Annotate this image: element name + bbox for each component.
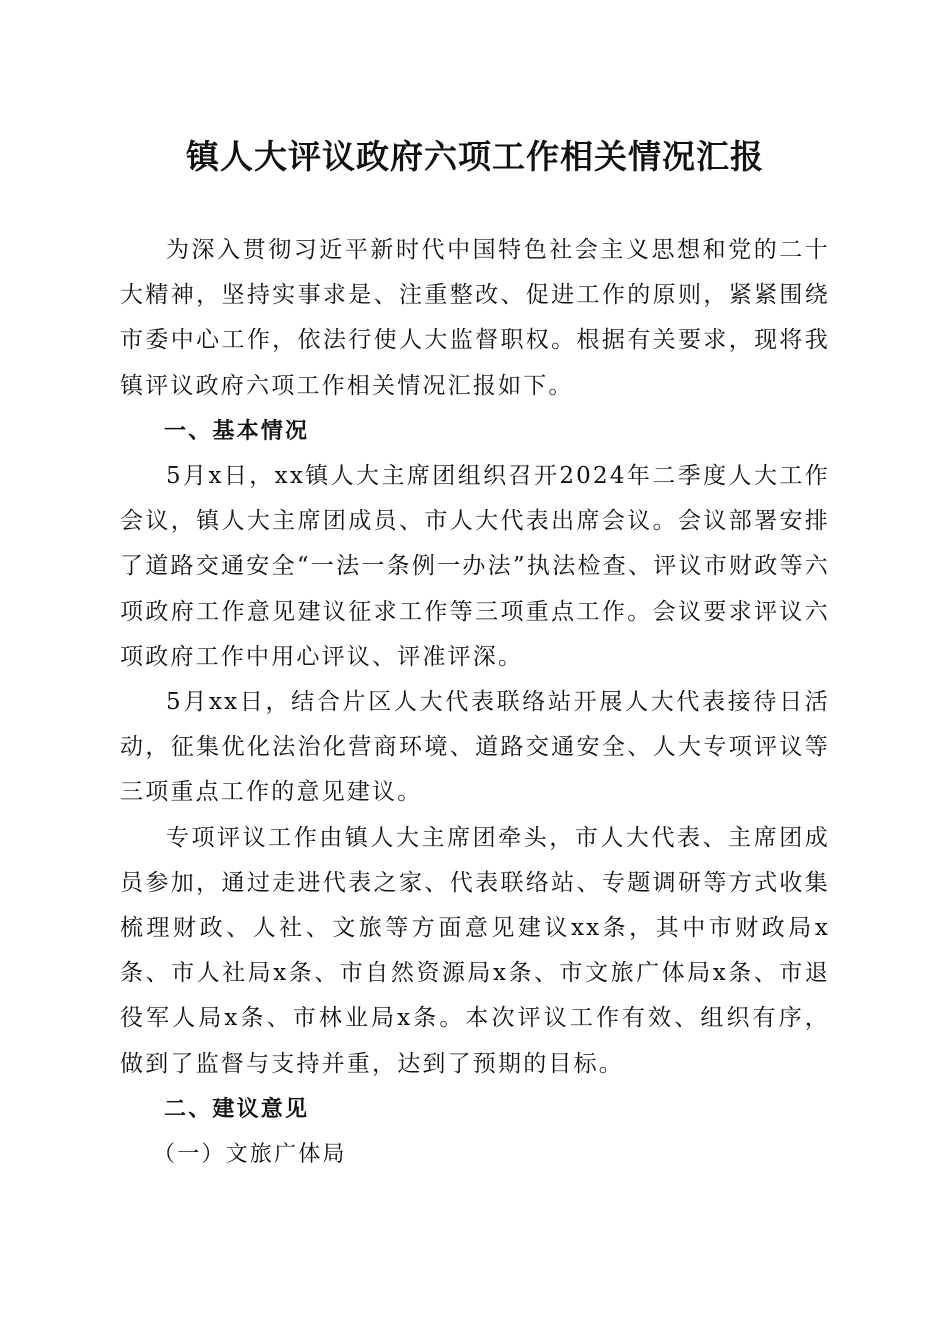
document-body: [120, 228, 830, 1177]
document-title: 镇人大评议政府六项工作相关情况汇报: [186, 137, 764, 176]
section-heading-suggestions: 二、建议意见: [164, 1096, 310, 1122]
paragraph-special-review: 专项评议工作由镇人大主席团牵头，市人大代表、主席团成员参加，通过走进代表之家、代表联络站、专题调研等方式收集梳理财政、人社、文旅等方面意见建议xx条，其中市财政局x条、市人社局x条、市自然资源局x条、市文旅广体局x条、市退役军人局x条、市林业局x条。本次评议工作有效、组织有序，做到了监督与支持并重，达到了预期的目标。: [120, 824, 830, 1077]
subsection-heading-culture-tourism: （一）文旅广体局: [153, 1142, 347, 1168]
paragraph-meeting: 5月x日，xx镇人大主席团组织召开2024年二季度人大工作会议，镇人大主席团成员、市人大代表出席会议。会议部署安排了道路交通安全“一法一条例一办法”执法检查、评议市财政等六项政府工作意见建议征求工作等三项重点工作。会议要求评议六项政府工作中用心评议、评准评深。: [120, 463, 830, 670]
paragraph-reception-day: 5月xx日，结合片区人大代表联络站开展人大代表接待日活动，征集优化法治化营商环境、道路交通安全、人大专项评议等三项重点工作的意见建议。: [120, 689, 830, 806]
section-heading-basic-situation: 一、基本情况: [164, 418, 310, 444]
intro-paragraph: 为深入贯彻习近平新时代中国特色社会主义思想和党的二十大精神，坚持实事求是、注重整改、促进工作的原则，紧紧围绕市委中心工作，依法行使人大监督职权。根据有关要求，现将我镇评议政府六项工作相关情况汇报如下。: [120, 237, 830, 399]
